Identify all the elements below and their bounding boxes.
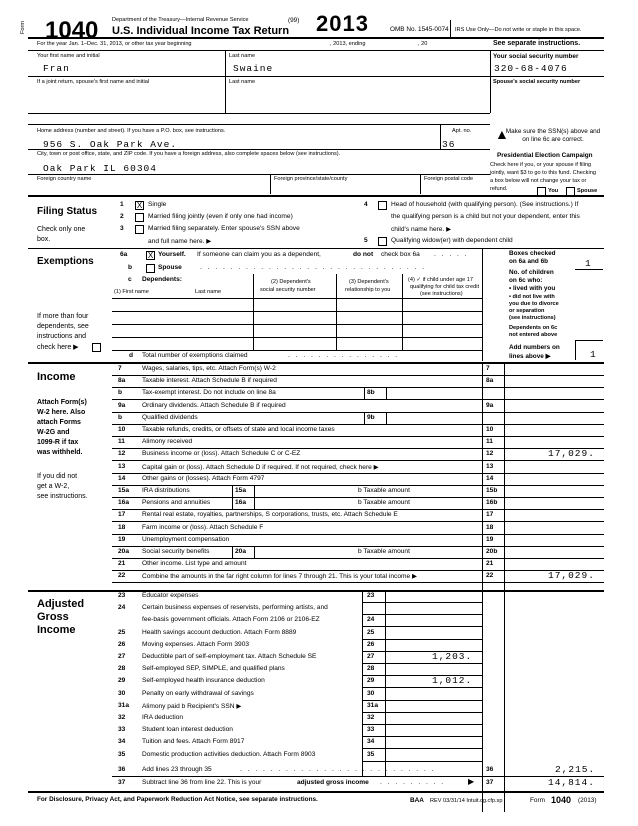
agi-line-num: 33	[118, 726, 126, 734]
boxes-checked-2: on 6a and 6b	[509, 258, 549, 265]
dep-col-child-1: (4) ✓ if child under age 17	[408, 277, 474, 283]
agi-box-num: 23	[367, 592, 375, 599]
agi-box-num: 28	[367, 665, 375, 673]
agi-line-num: 25	[118, 628, 126, 636]
dep-col-child-3: (see instructions)	[420, 291, 463, 297]
last-name[interactable]: Swaine	[233, 63, 274, 74]
agi-box-num: 29	[367, 677, 375, 685]
income-line-label: Alimony received	[142, 438, 193, 446]
do-not-text: do not	[353, 251, 374, 258]
spouse-first-name-label: If a joint return, spouse's first name and initial	[37, 79, 150, 85]
line-36-label: Add lines 23 through 35	[142, 766, 212, 773]
tax-year: 2013	[316, 11, 369, 36]
income-line-label: Taxable refunds, credits, or offsets of state and local income taxes	[142, 426, 335, 433]
baa-label: BAA	[410, 797, 424, 804]
spouse-label: Spouse	[158, 264, 182, 271]
agi-box-num: 32	[367, 714, 375, 721]
add-numbers-value[interactable]: 1	[590, 349, 597, 360]
line-37-amount[interactable]: 14,814.	[548, 777, 595, 788]
agi-line-label: Tuition and fees. Attach Form 8917	[142, 738, 245, 746]
agi-title-1: Adjusted	[37, 598, 85, 610]
form-title: U.S. Individual Income Tax Return	[112, 25, 290, 37]
attach-2: W-2 here. Also	[37, 409, 86, 416]
yourself-label: Yourself.	[158, 251, 186, 258]
income-line-num: 13	[118, 462, 126, 470]
income-line-label: Capital gain or (loss). Attach Schedule D if required. If not required, check here ▶	[142, 463, 379, 471]
foreign-province-label: Foreign province/state/county	[274, 176, 348, 182]
filing-option-3-num: 3	[120, 225, 124, 232]
income-amount[interactable]: 17,029.	[548, 570, 595, 582]
agi-title-2: Gross	[37, 611, 69, 623]
did-not-live-2: you due to divorce	[509, 301, 559, 307]
agi-line-num: 26	[118, 640, 126, 648]
income-line-num: 21	[118, 560, 126, 568]
foreign-country-label: Foreign country name	[37, 176, 92, 182]
income-line-num: 19	[118, 535, 126, 543]
agi-box-num: 26	[367, 640, 375, 648]
filing-separate-checkbox[interactable]	[135, 225, 144, 234]
filing-hoh-label-3: child's name here. ▶	[391, 226, 452, 233]
income-line-label: Business income or (loss). Attach Schedule C or C-EZ	[142, 450, 301, 458]
agi-box-num: 35	[367, 750, 375, 758]
dependents-label: Dependents:	[142, 276, 182, 283]
foreign-postal-label: Foreign postal code	[424, 176, 474, 182]
attach-6: was withheld.	[37, 449, 83, 456]
income-box-num: 21	[486, 560, 494, 568]
did-not-live-1: • did not live with	[509, 294, 555, 300]
agi-line-label: Self-employed health insurance deduction	[142, 677, 265, 685]
agi-line-label: Certain business expenses of reservists, performing artists, and	[142, 604, 328, 612]
filing-status-title: Filing Status	[37, 206, 97, 217]
spouse-last-name-label: Last name	[229, 79, 256, 85]
income-line-num: 7	[118, 365, 122, 372]
agi-line-num: 28	[118, 665, 126, 673]
attach-4: W-2G and	[37, 429, 70, 436]
agi-line-label: Educator expenses	[142, 592, 199, 599]
income-line-label: Unemployment compensation	[142, 535, 230, 543]
agi-line-label: Student loan interest deduction	[142, 726, 233, 734]
filing-hoh-label-2: the qualifying person is a child but not your dependent, enter this	[391, 213, 580, 220]
form-label: Form	[20, 20, 26, 34]
income-line-label: Other income. List type and amount	[142, 560, 247, 568]
city-state-zip[interactable]: Oak Park IL 60304	[43, 163, 157, 174]
income-line-num: 11	[118, 438, 125, 446]
agi-box-num: 24	[367, 616, 375, 624]
irs-use-only: IRS Use Only—Do not write or staple in this space.	[455, 27, 582, 33]
income-box-num: 20b	[486, 548, 498, 555]
filing-joint-label: Married filing jointly (even if only one had income)	[148, 213, 293, 220]
no-w2-2: get a W-2,	[37, 483, 70, 490]
income-line-num: 17	[118, 511, 126, 519]
yourself-text: If someone can claim you as a dependent,	[197, 251, 321, 258]
instructions-and: instructions and	[37, 333, 87, 340]
check-only-one-box: box.	[37, 236, 51, 243]
dep-col-ssn-2: social security number	[260, 287, 316, 293]
income-line-label: Combine the amounts in the far right column for lines 7 through 21. This is your total income ▶	[142, 573, 418, 581]
filing-joint-checkbox[interactable]	[135, 213, 144, 222]
rev-label: REV 03/31/14 Intuit.cg.cfp.sp	[430, 798, 503, 804]
income-title: Income	[37, 371, 76, 383]
income-line-label: Other gains or (losses). Attach Form 4797	[142, 474, 265, 482]
agi-line-label: IRA deduction	[142, 714, 184, 721]
more-than-four: If more than four	[37, 313, 89, 320]
spouse-checkbox[interactable]	[146, 264, 155, 273]
agi-line-num: 34	[118, 738, 126, 746]
pec-text-1: Check here if you, or your spouse if filing	[490, 162, 592, 168]
income-inner-box: 8b	[367, 389, 375, 397]
income-inner-box: 15a	[235, 487, 247, 494]
line-36-box: 36	[486, 766, 494, 773]
omb-number: OMB No. 1545-0074	[390, 26, 449, 33]
no-w2-3: see instructions.	[37, 493, 88, 500]
ssn-label: Your social security number	[493, 53, 579, 60]
pec-text-2: jointly, want $3 to go to this fund. Checking	[490, 170, 596, 176]
line-6d-num: d	[129, 352, 134, 359]
dep-col-first-name: (1) First name	[114, 289, 149, 295]
apt-label: Apt. no.	[452, 128, 472, 134]
filing-separate-label: Married filing separately. Enter spouse's SSN above	[148, 225, 300, 232]
filing-widow-label: Qualifying widow(er) with dependent child	[391, 237, 513, 244]
pec-you-label: You	[548, 188, 559, 194]
filing-option-1-num: 1	[120, 201, 124, 208]
income-line-num: 8a	[118, 377, 126, 385]
agi-line-num: 35	[118, 750, 126, 758]
agi-amount[interactable]: 1,012.	[432, 675, 473, 687]
agi-amount[interactable]: 1,203.	[432, 651, 473, 662]
pec-title: Presidential Election Campaign	[497, 152, 593, 159]
filing-hoh-checkbox[interactable]	[378, 201, 387, 210]
income-line-num: 20a	[118, 548, 130, 555]
agi-line-num: 32	[118, 714, 126, 721]
agi-line-label: Penalty on early withdrawal of savings	[142, 689, 254, 697]
agi-line-label: Deductible part of self-employment tax. Attach Schedule SE	[142, 653, 317, 660]
filing-single-checkbox[interactable]: X	[136, 201, 143, 210]
agi-box-num: 33	[367, 726, 375, 734]
dep-col-rel-2: relationship to you	[345, 287, 391, 293]
spouse-ssn-label: Spouse's social security number	[493, 79, 581, 85]
total-exemptions-label: Total number of exemptions claimed	[142, 352, 248, 359]
boxes-checked-1: Boxes checked	[509, 250, 556, 257]
line-37-box: 37	[486, 779, 494, 786]
line-37-agi: adjusted gross income	[297, 779, 369, 786]
last-name-label: Last name	[229, 53, 256, 59]
footer-form-year: (2013)	[578, 797, 597, 804]
agi-title-3: Income	[37, 624, 76, 636]
agi-box-num: 30	[367, 689, 375, 697]
income-line-label: Pensions and annuities	[142, 499, 211, 507]
dep-col-rel-1: (3) Dependent's	[349, 279, 389, 285]
taxable-amount-label: b Taxable amount	[358, 499, 410, 507]
apt-number[interactable]: 36	[442, 139, 456, 150]
line-6a-num: 6a	[120, 251, 128, 258]
income-box-num: 7	[486, 365, 490, 372]
address-label: Home address (number and street). If you have a P.O. box, see instructions.	[37, 128, 226, 134]
line-37-label: Subtract line 36 from line 22. This is your	[142, 779, 262, 786]
agi-box-num: 31a	[367, 701, 379, 709]
income-box-num: 11	[486, 438, 493, 446]
check-here-label: check here ▶	[37, 344, 79, 351]
agi-line-num: 24	[118, 604, 126, 612]
income-line-num: b	[118, 413, 123, 421]
ending-year: , 20	[418, 41, 428, 47]
income-box-num: 12	[486, 450, 494, 458]
filing-widow-checkbox[interactable]	[378, 237, 387, 246]
taxable-amount-label: b Taxable amount	[358, 548, 410, 555]
arrow-icon: ▶	[468, 777, 475, 786]
income-line-num: 22	[118, 572, 126, 580]
ending-label: , 2013, ending	[330, 41, 366, 47]
agi-line-num: 29	[118, 677, 126, 685]
income-line-label: Ordinary dividends. Attach Schedule B if required	[142, 401, 286, 409]
agi-box-num: 34	[367, 738, 375, 746]
first-name-label: Your first name and initial	[37, 53, 100, 59]
attach-5: 1099-R if tax	[37, 439, 79, 446]
income-inner-box: 9b	[367, 413, 375, 421]
filing-hoh-label: Head of household (with qualifying person). (See instructions.) If	[391, 201, 579, 208]
agi-line-label: Alimony paid b Recipient's SSN ▶	[142, 702, 242, 710]
filing-single-label: Single	[148, 201, 167, 208]
income-line-label: Farm income or (loss). Attach Schedule F	[142, 523, 264, 531]
yourself-text-2: check box 6a	[381, 251, 420, 258]
make-sure-ssn-note: Make sure the SSN(s) above and on line 6c are correct.	[505, 128, 601, 143]
no-w2-1: If you did not	[37, 473, 78, 480]
line-36-amount[interactable]: 2,215.	[555, 764, 596, 775]
line-37-num: 37	[118, 779, 126, 786]
income-box-num: 16b	[486, 499, 498, 507]
address[interactable]: 956 S. Oak Park Ave.	[43, 139, 178, 150]
agi-line-num: 30	[118, 689, 126, 697]
boxes-checked-value[interactable]: 1	[585, 258, 592, 269]
income-line-num: 16a	[118, 499, 130, 507]
more-dependents-checkbox[interactable]	[92, 343, 101, 352]
dep-6c-2: not entered above	[509, 332, 558, 338]
pec-text-4: refund.	[490, 186, 508, 192]
city-label: City, town or post office, state, and ZIP code. If you have a foreign address, also complete spaces below (see instructions).	[37, 151, 341, 157]
income-line-label: IRA distributions	[142, 487, 190, 494]
exemptions-title: Exemptions	[37, 256, 94, 267]
tax-year-line: For the year Jan. 1–Dec. 31, 2013, or other tax year beginning	[37, 41, 192, 47]
income-box-num: 22	[486, 572, 494, 580]
pec-spouse-label: Spouse	[577, 188, 598, 194]
line-6c-num: c	[128, 276, 132, 283]
line-6b-num: b	[128, 264, 133, 271]
agi-line-label: Moving expenses. Attach Form 3903	[142, 640, 250, 648]
income-line-num: 9a	[118, 401, 126, 409]
income-line-num: 14	[118, 474, 126, 482]
income-box-num: 18	[486, 523, 494, 531]
filing-option-5-num: 5	[364, 237, 368, 244]
pec-text-3: a box below will not change your tax or	[490, 178, 587, 184]
dependents-see: dependents, see	[37, 323, 89, 330]
agi-box-num: 25	[367, 628, 375, 636]
income-line-label: Tax-exempt interest. Do not include on line 8a	[142, 389, 276, 397]
income-box-num: 13	[486, 462, 494, 470]
footer-form-label: Form	[530, 797, 545, 804]
dep-6c-1: Dependents on 6c	[509, 325, 558, 331]
income-box-num: 8a	[486, 377, 494, 385]
income-amount[interactable]: 17,029.	[548, 448, 595, 460]
filing-option-4-num: 4	[364, 201, 368, 208]
line-36-num: 36	[118, 766, 126, 773]
add-numbers-1: Add numbers on	[509, 344, 560, 351]
income-line-label: Rental real estate, royalties, partnerships, S corporations, trusts, etc. Attach Schedule E	[142, 511, 398, 519]
pointer-icon: ▲	[495, 126, 509, 142]
agi-line-label: fee-basis government officials. Attach Form 2106 or 2106-EZ	[142, 616, 320, 624]
dep-col-last-name: Last name	[195, 289, 222, 295]
agi-line-num: 27	[118, 653, 126, 660]
income-box-num: 14	[486, 474, 494, 482]
agi-line-label: Self-employed SEP, SIMPLE, and qualified plans	[142, 665, 285, 673]
attach-3: attach Forms	[37, 419, 81, 426]
income-line-label: Wages, salaries, tips, etc. Attach Form(s) W-2	[142, 365, 276, 372]
lived-with-you: • lived with you	[509, 285, 556, 292]
taxable-amount-label: b Taxable amount	[358, 487, 410, 494]
add-numbers-2: lines above ▶	[509, 353, 551, 360]
code-label: (99)	[288, 17, 300, 24]
children-1: No. of children	[509, 269, 554, 276]
first-name[interactable]: Fran	[43, 63, 70, 74]
income-box-num: 17	[486, 511, 494, 519]
did-not-live-4: (see instructions)	[509, 315, 556, 321]
income-line-num: 15a	[118, 487, 130, 494]
income-box-num: 19	[486, 535, 494, 543]
yourself-checkbox[interactable]: X	[147, 251, 154, 260]
income-line-label: Qualified dividends	[142, 413, 198, 421]
filing-separate-label-2: and full name here. ▶	[148, 238, 212, 245]
agi-line-num: 31a	[118, 701, 130, 709]
attach-1: Attach Form(s)	[37, 399, 87, 406]
agi-box-num: 27	[367, 653, 375, 660]
dep-col-ssn-1: (2) Dependent's	[271, 279, 311, 285]
income-line-num: 12	[118, 450, 126, 458]
income-line-label: Taxable interest. Attach Schedule B if required	[142, 377, 277, 385]
see-separate-instructions: See separate instructions.	[493, 40, 581, 47]
dept-label: Department of the Treasury—Internal Revenue Service	[112, 17, 249, 23]
income-box-num: 9a	[486, 401, 494, 409]
dep-col-child-2: qualifying for child tax credit	[410, 284, 480, 290]
agi-line-num: 23	[118, 592, 126, 599]
income-line-num: 10	[118, 426, 126, 433]
income-inner-box: 16a	[235, 499, 247, 507]
agi-line-label: Health savings account deduction. Attach Form 8889	[142, 628, 297, 636]
filing-option-2-num: 2	[120, 213, 124, 220]
income-box-num: 15b	[486, 487, 498, 494]
check-only-one: Check only one	[37, 226, 86, 233]
income-line-num: b	[118, 389, 123, 397]
footer-form-number: 1040	[551, 795, 572, 805]
ssn[interactable]: 320-68-4076	[494, 63, 568, 74]
income-box-num: 10	[486, 426, 494, 433]
income-line-num: 18	[118, 523, 126, 531]
income-line-label: Social security benefits	[142, 548, 210, 555]
children-2: on 6c who:	[509, 277, 543, 284]
privacy-notice: For Disclosure, Privacy Act, and Paperwork Reduction Act Notice, see separate instructions.	[37, 796, 318, 803]
did-not-live-3: or separation	[509, 308, 545, 314]
income-inner-box: 20a	[235, 548, 247, 555]
agi-line-label: Domestic production activities deduction. Attach Form 8903	[142, 750, 316, 758]
form-number: 1040	[45, 17, 99, 44]
